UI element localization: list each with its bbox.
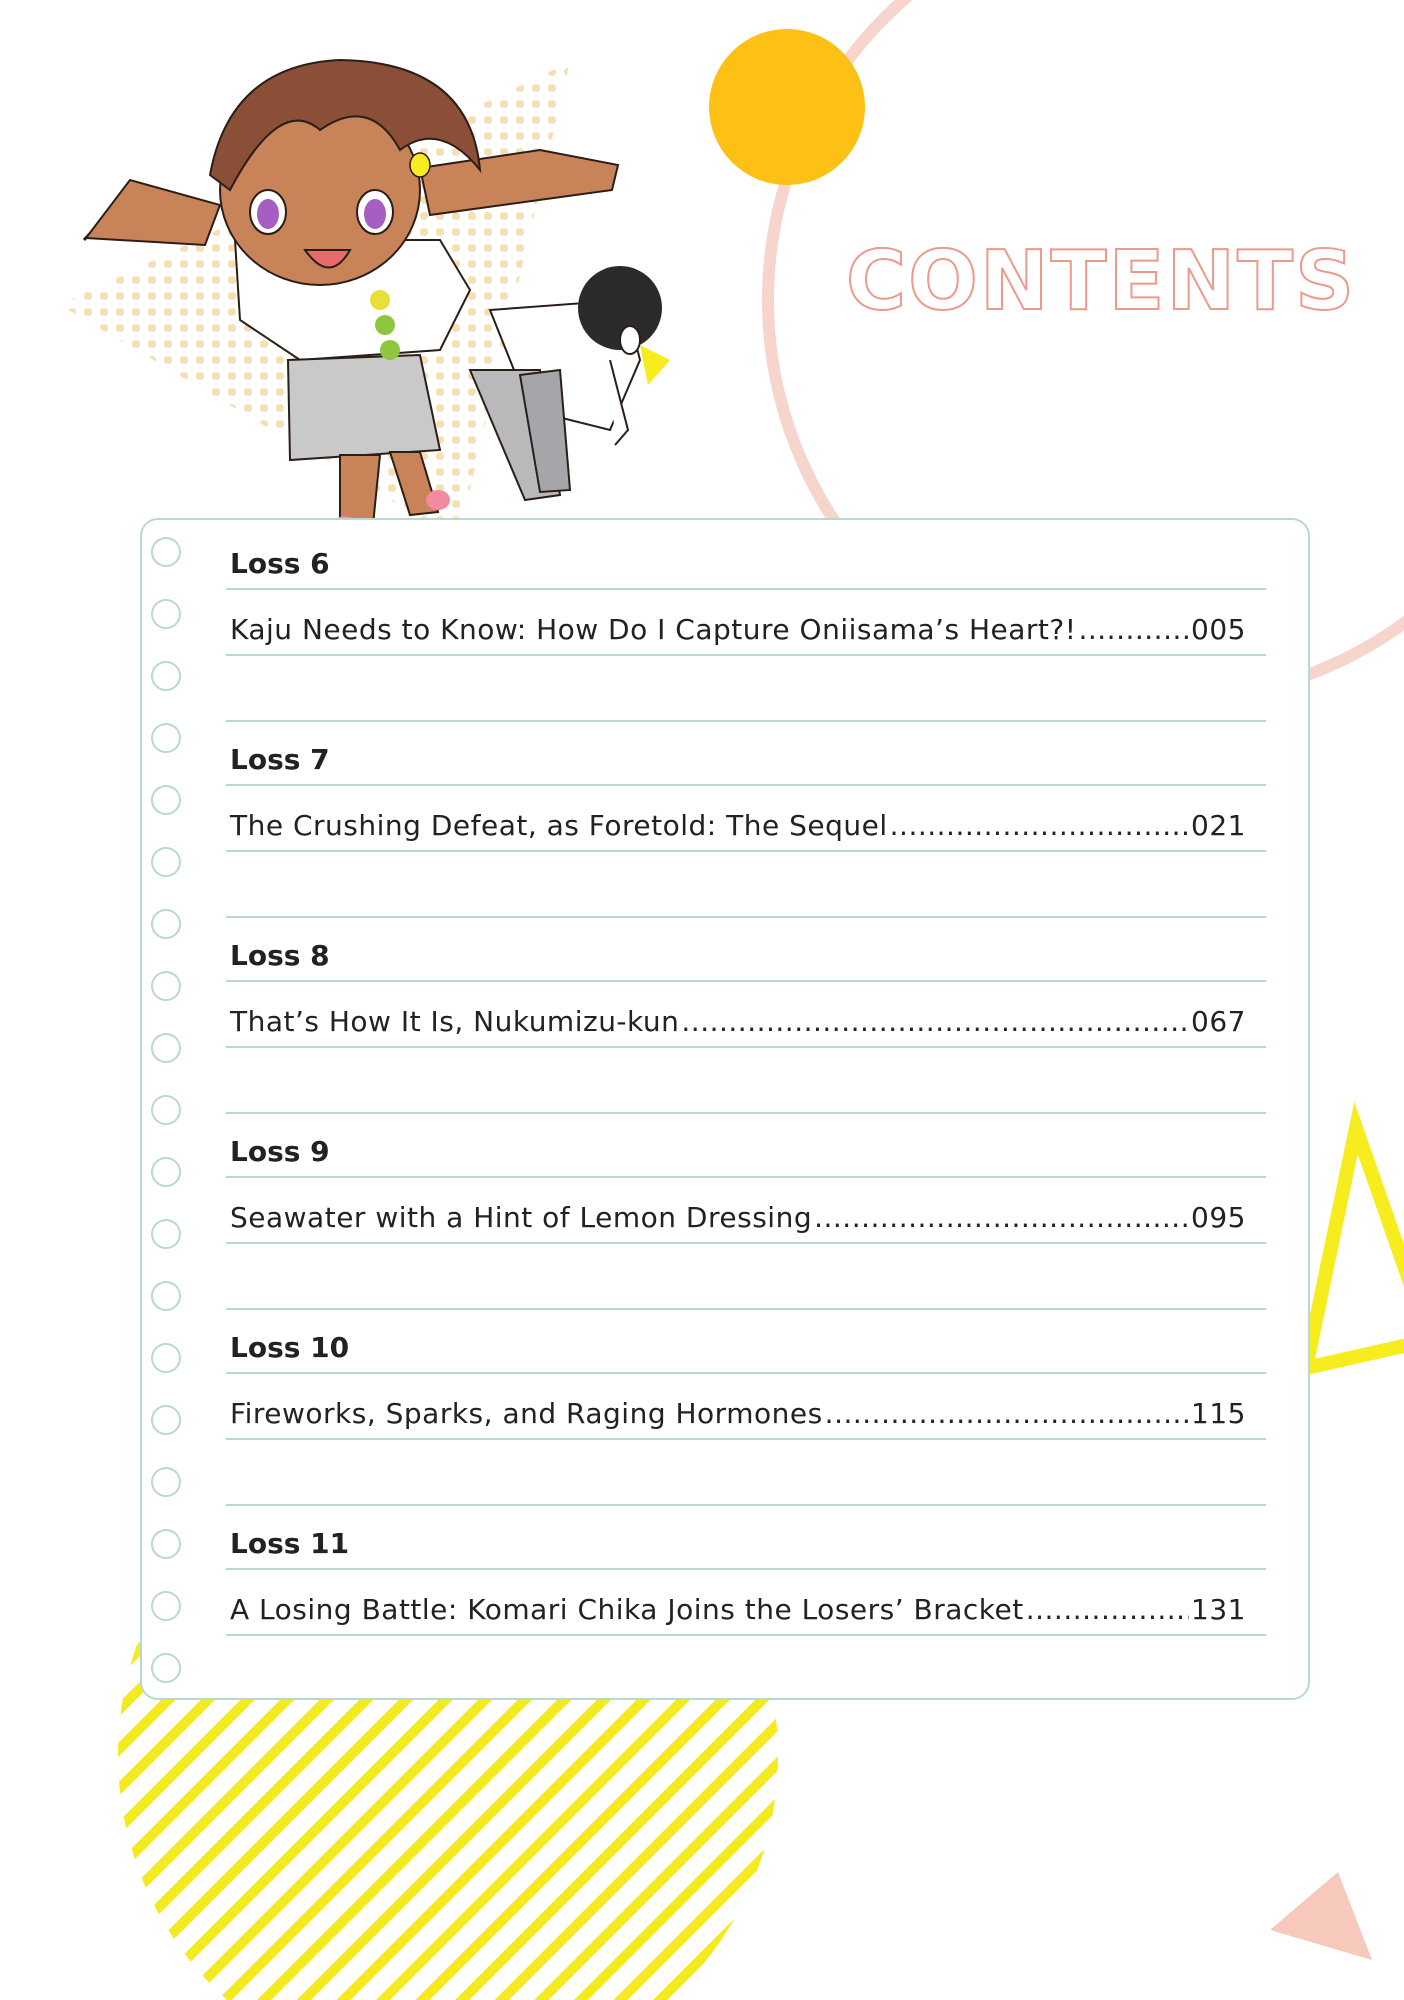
dot-leader: [1078, 613, 1189, 646]
chapter-title: Fireworks, Sparks, and Raging Hormones: [230, 1397, 823, 1430]
page-title: CONTENTS: [846, 234, 1357, 329]
rule-line: [226, 1046, 1266, 1048]
rule-line: [226, 654, 1266, 656]
chapter-title: Kaju Needs to Know: How Do I Capture Oniisama’s Heart?!: [230, 613, 1077, 646]
page-number: 131: [1191, 1593, 1246, 1626]
dot-leader: [890, 809, 1189, 842]
pink-triangle-shape: [1270, 1872, 1372, 1960]
rule-line: [226, 1112, 1266, 1114]
page-number: 067: [1191, 1005, 1246, 1038]
dot-leader: [825, 1397, 1189, 1430]
rule-line: [226, 916, 1266, 918]
chapter-title: The Crushing Defeat, as Foretold: The Sequel: [230, 809, 888, 842]
page-number: 115: [1191, 1397, 1246, 1430]
loss-label: Loss 9: [230, 1135, 330, 1168]
chapter-line: [230, 1372, 1246, 1438]
loss-label: Loss 7: [230, 743, 330, 776]
rule-line: [226, 1504, 1266, 1506]
chapter-line: [230, 1568, 1246, 1634]
yellow-triangle-outline-shape: [1306, 1128, 1404, 1368]
page-number: 005: [1191, 613, 1246, 646]
chapter-line: [230, 1176, 1246, 1242]
chapter-line: [230, 784, 1246, 850]
rule-line: [226, 720, 1266, 722]
chapter-line: [230, 980, 1246, 1046]
dot-leader: [814, 1201, 1189, 1234]
loss-label: Loss 6: [230, 547, 330, 580]
chapter-title: That’s How It Is, Nukumizu-kun: [230, 1005, 680, 1038]
page-number: 021: [1191, 809, 1246, 842]
loss-label: Loss 8: [230, 939, 330, 972]
loss-label: Loss 10: [230, 1331, 350, 1364]
chapter-line: [230, 588, 1246, 654]
rule-line: [226, 1308, 1266, 1310]
chapter-title: A Losing Battle: Komari Chika Joins the Losers’ Bracket: [230, 1593, 1024, 1626]
chapter-title: Seawater with a Hint of Lemon Dressing: [230, 1201, 813, 1234]
spiral-binding: [126, 518, 206, 1696]
rule-line: [226, 1242, 1266, 1244]
dot-leader: [681, 1005, 1189, 1038]
rule-line: [226, 1634, 1266, 1636]
rule-line: [226, 1438, 1266, 1440]
dot-leader: [1026, 1593, 1189, 1626]
rule-line: [226, 850, 1266, 852]
page-number: 095: [1191, 1201, 1246, 1234]
loss-label: Loss 11: [230, 1527, 350, 1560]
yellow-circle-shape: [709, 29, 865, 185]
